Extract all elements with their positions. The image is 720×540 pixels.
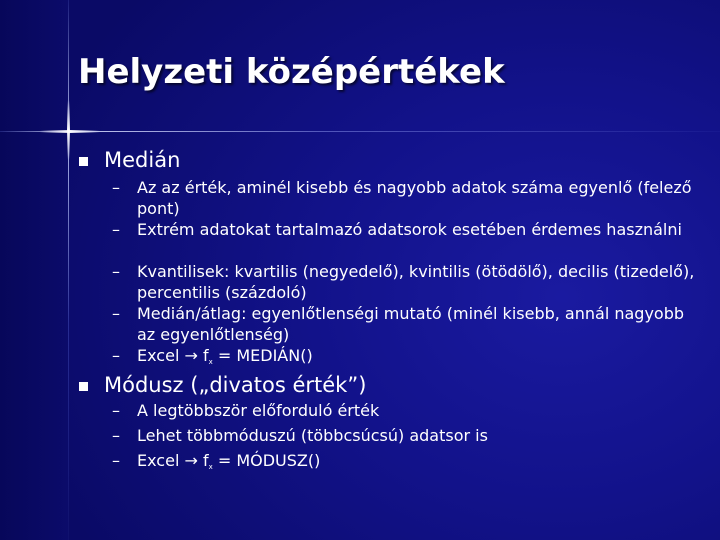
dash: – [112,262,120,281]
dash: – [112,451,120,470]
function-subscript: x [208,463,213,471]
sub-bullet-excel-modusz [137,450,697,478]
function-formula: = MEDIÁN() [212,346,313,365]
arrow-right-icon: → [184,346,198,365]
bullet-square [79,157,88,166]
function-label: f [197,451,209,470]
sparkle-horizontal [40,130,100,133]
dash: – [112,304,120,323]
vertical-rule [68,0,69,540]
dash: – [112,401,120,420]
sub-bullet: A legtöbbször előforduló érték [137,401,380,420]
dash: – [112,220,120,239]
excel-label: Excel [137,346,185,365]
sub-bullet: Kvantilisek: kvartilis (negyedelő), kvintilis (ötödölő), decilis (tizedelő), percentilis (százdoló) [137,262,695,302]
horizontal-rule [0,131,720,132]
bullet-mediam: Medián [104,148,181,172]
function-label: f [197,346,209,365]
sub-bullet: Lehet többmóduszú (többcsúcsú) adatsor is [137,426,488,445]
sub-bullet-excel-median [137,345,697,373]
sub-bullet: Extrém adatokat tartalmazó adatsorok esetében érdemes használni [137,220,682,239]
bullet-square [79,382,88,391]
arrow-right-icon: → [184,451,198,470]
left-band [0,0,68,540]
slide-title: Helyzeti középértékek [78,52,505,92]
function-subscript: x [208,358,213,366]
function-formula: = MÓDUSZ() [212,451,321,470]
dash: – [112,346,120,365]
bullet-modusz: Módusz („divatos érték”) [104,373,367,397]
sub-bullet: Az az érték, aminél kisebb és nagyobb adatok száma egyenlő (felező pont) [137,178,692,218]
dash: – [112,178,120,197]
sub-bullet: Medián/átlag: egyenlőtlenségi mutató (minél kisebb, annál nagyobb az egyenlőtlenség) [137,304,685,344]
excel-label: Excel [137,451,185,470]
dash: – [112,426,120,445]
